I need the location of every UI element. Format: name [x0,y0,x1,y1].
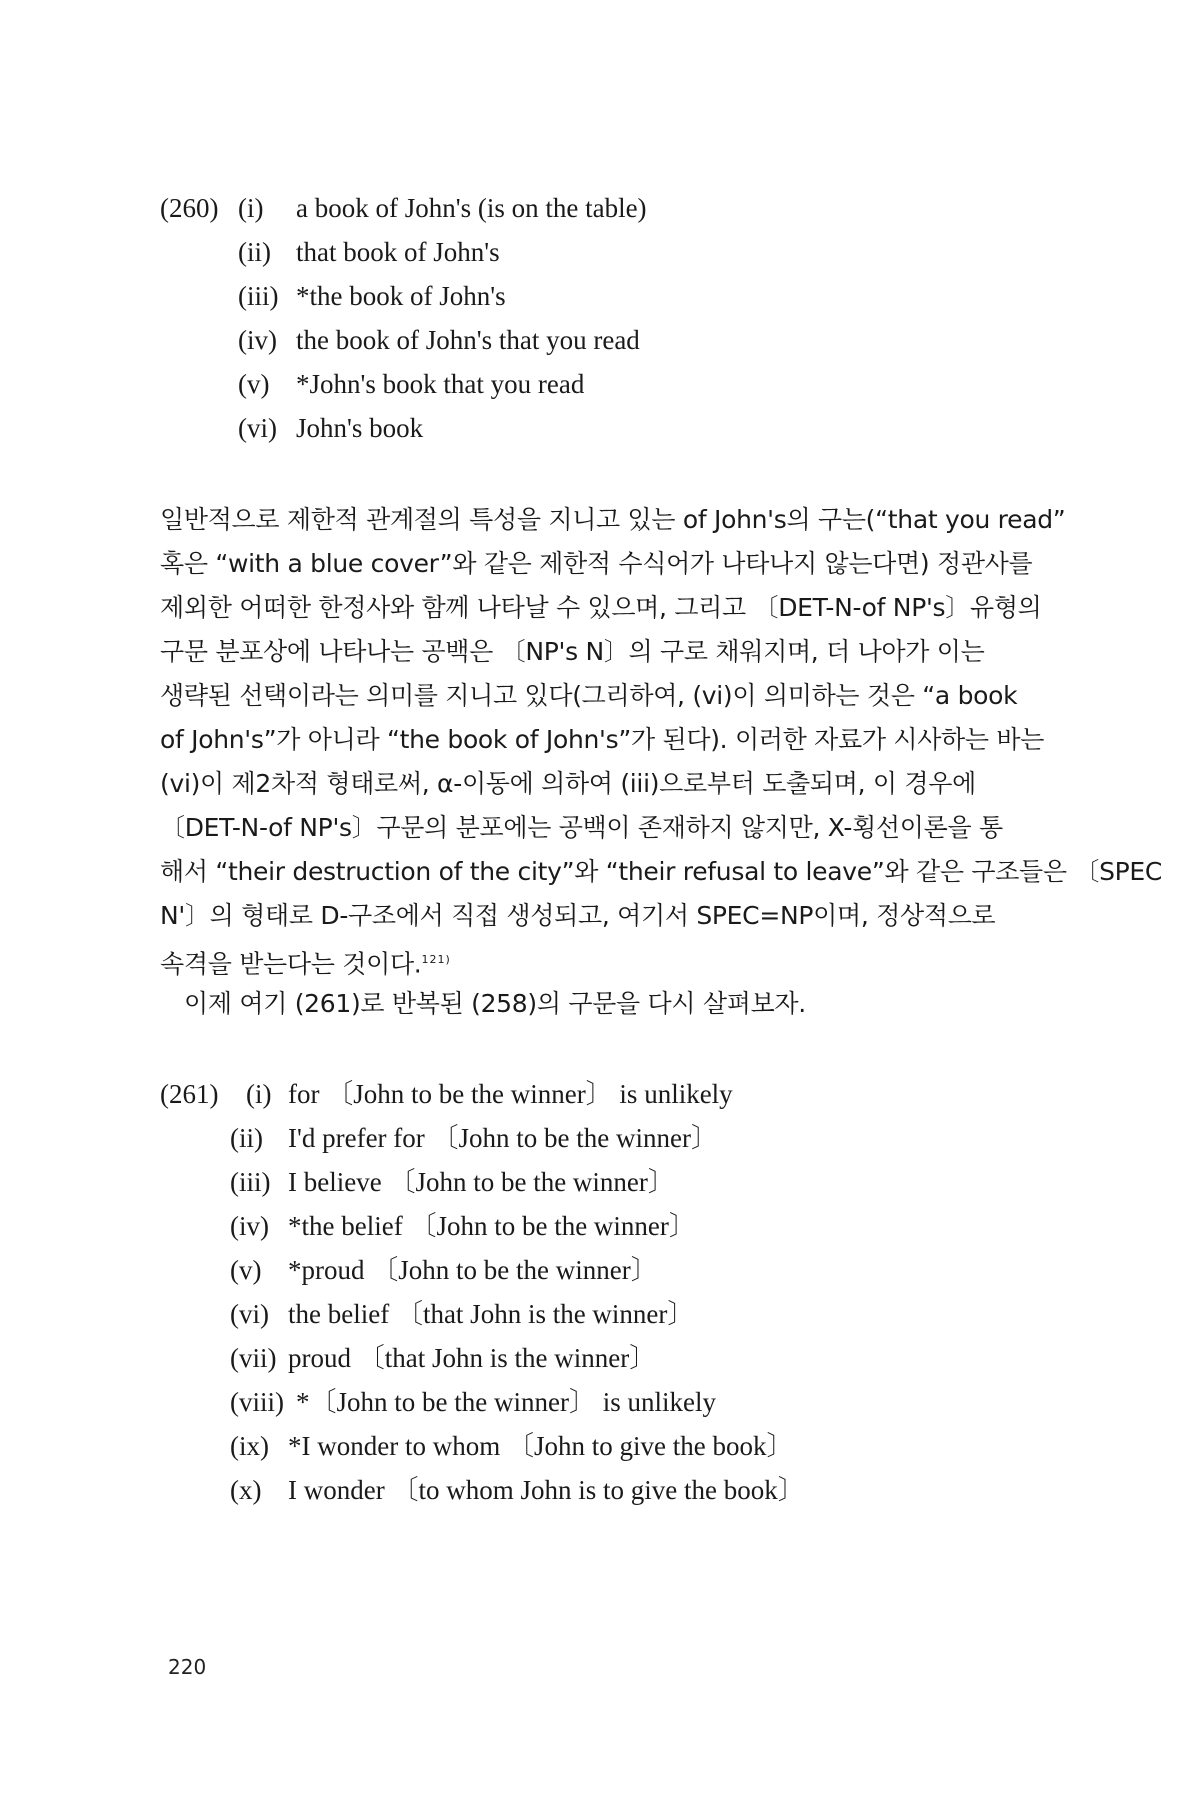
example-item-text: *proud 〔John to be the winner〕 [288,1255,658,1285]
example-item-label: (ii) [230,1123,263,1153]
example-item-text: I believe 〔John to be the winner〕 [288,1167,675,1197]
example-item-text: John's book [296,413,424,443]
example-item-text: *the belief 〔John to be the winner〕 [288,1211,696,1241]
example-item-label: (vii) [230,1343,277,1373]
example-item-text: I'd prefer for 〔John to be the winner〕 [288,1123,718,1153]
example-item-label: (viii) [230,1387,284,1417]
example-item-text: *〔John to be the winner〕 is unlikely [296,1387,716,1417]
paragraph-line: of John's”가 아니라 “the book of John's”가 된다). 이러한 자료가 시사하는 바는 [160,725,1045,754]
paragraph-line: 혹은 “with a blue cover”와 같은 제한적 수식어가 나타나지 않는다면) 정관사를 [160,549,1033,578]
example-item-label: (iv) [230,1211,269,1241]
example-item-label: (i) [246,1079,272,1109]
example-item-label: (ii) [238,237,271,267]
example-item-label: (v) [238,369,270,399]
example-item-text: that book of John's [296,237,500,267]
example-number: (261) [160,1079,219,1109]
example-item-text: the belief 〔that John is the winner〕 [288,1299,695,1329]
paragraph-line: 제외한 어떠한 한정사와 함께 나타날 수 있으며, 그리고 〔DET-N-of NP's〕유형의 [160,593,1042,622]
example-item-text: for 〔John to be the winner〕 is unlikely [288,1079,733,1109]
example-item-label: (i) [238,193,264,223]
example-item-label: (v) [230,1255,262,1285]
example-item-text: *I wonder to whom 〔John to give the book〕 [288,1431,794,1461]
example-item-text: *the book of John's [296,281,506,311]
example-item-text: proud 〔that John is the winner〕 [288,1343,657,1373]
paragraph-line: (vi)이 제2차적 형태로써, α-이동에 의하여 (iii)으로부터 도출되며, 이 경우에 [160,769,976,798]
example-number: (260) [160,193,219,223]
example-item-label: (iii) [238,281,279,311]
example-item-text: a book of John's (is on the table) [296,193,647,223]
paragraph-line: 생략된 선택이라는 의미를 지니고 있다(그리하여, (vi)이 의미하는 것은 “a book [160,681,1018,710]
footnote-marker: 121) [421,953,451,966]
example-item-text: the book of John's that you read [296,325,640,355]
example-item-label: (x) [230,1475,262,1505]
example-item-label: (iii) [230,1167,271,1197]
paragraph-line: 〔DET-N-of NP's〕구문의 분포에는 공백이 존재하지 않지만, X-횡선이론을 통 [160,813,1003,842]
paragraph-line-text: 속격을 받는다는 것이다. [160,949,422,979]
example-item-text: I wonder 〔to whom John is to give the book〕 [288,1475,805,1505]
example-item-label: (ix) [230,1431,269,1461]
paragraph-line-last [160,938,1040,982]
paragraph-line: 해서 “their destruction of the city”와 “their refusal to leave”와 같은 구조들은 〔SPEC [160,857,1163,886]
example-item-label: (vi) [230,1299,269,1329]
example-item-text: *John's book that you read [296,369,585,399]
example-item-label: (vi) [238,413,277,443]
page-number: 220 [168,1655,207,1679]
example-item-label: (iv) [238,325,277,355]
paragraph-line: 일반적으로 제한적 관계절의 특성을 지니고 있는 of John's의 구는(“that you read” [160,505,1066,534]
paragraph-line: N'〕의 형태로 D-구조에서 직접 생성되고, 여기서 SPEC=NP이며, 정상적으로 [160,901,996,930]
paragraph-line: 구문 분포상에 나타나는 공백은 〔NP's N〕의 구로 채워지며, 더 나아가 이는 [160,637,985,666]
closing-sentence: 이제 여기 (261)로 반복된 (258)의 구문을 다시 살펴보자. [184,989,806,1018]
